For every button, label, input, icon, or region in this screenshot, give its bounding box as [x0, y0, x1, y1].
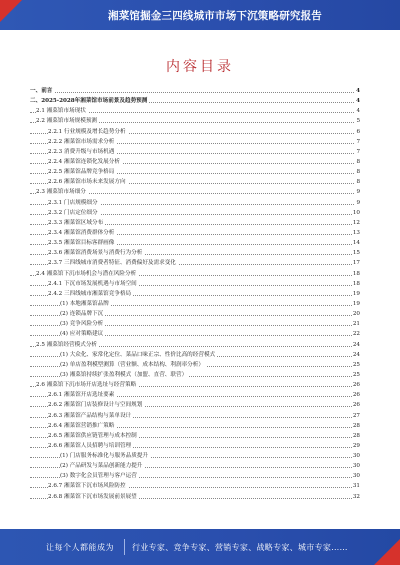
toc-entry-label: (2) 产品研发与菜品创新能力提升 — [60, 461, 144, 471]
header-red-accent — [0, 0, 22, 22]
toc-entry-label: (4) 应对策略建议 — [60, 329, 105, 339]
footer-red-accent — [374, 539, 400, 565]
table-of-contents — [30, 86, 360, 502]
toc-entry-label: (1) 大众化、家常化定位、菜品口味正宗、性价比高的经营模式 — [60, 350, 217, 360]
toc-entry-label: 2.3.1 门店规模细分 — [48, 198, 100, 208]
toc-entry-label: (1) 门店服务标准化与服务品质提升 — [60, 451, 150, 461]
toc-entry-label: 2.1 湘菜馆市场现状 — [36, 106, 88, 116]
toc-entry-page: 6 — [355, 127, 360, 137]
toc-entry-label: (2) 连锁品牌下沉 — [60, 309, 105, 319]
toc-entry-label: 2.6.4 湘菜馆营销推广策略 — [48, 421, 116, 431]
toc-entry-page: 13 — [352, 228, 360, 238]
toc-entry-label: 2.2.4 湘菜馆连锁化发展分析 — [48, 157, 122, 167]
toc-entry[interactable] — [30, 451, 360, 461]
report-title: 湘菜馆掘金三四线城市市场下沉策略研究报告 — [108, 10, 322, 22]
toc-entry-label: 2.6.3 湘菜馆产品结构与菜单设计 — [48, 411, 133, 421]
toc-entry-page: 12 — [352, 218, 360, 228]
toc-entry-label: 2.3 湘菜馆市场细分 — [36, 187, 88, 197]
toc-entry-page: 22 — [352, 329, 360, 339]
toc-entry[interactable] — [30, 106, 360, 116]
toc-entry[interactable] — [30, 228, 360, 238]
toc-entry-page: 30 — [352, 451, 360, 461]
toc-entry-page: 8 — [355, 177, 360, 187]
toc-entry[interactable] — [30, 238, 360, 248]
toc-entry-page: 19 — [352, 289, 360, 299]
toc-entry-label: 2.6 湘菜馆下沉市场开店选址与经营策略 — [36, 380, 138, 390]
toc-entry[interactable] — [30, 86, 360, 96]
toc-entry-page: 18 — [352, 279, 360, 289]
toc-title: 内容目录 — [166, 59, 234, 75]
toc-entry-label: (3) 湘菜馆持续扩张盈利模式（加盟、直营、联营） — [60, 370, 189, 380]
toc-entry-page: 9 — [355, 198, 360, 208]
toc-entry-page: 31 — [352, 481, 360, 491]
toc-entry-page: 27 — [352, 411, 360, 421]
toc-entry-label: 2.4.1 下沉市场发展机遇与市场空间 — [48, 279, 139, 289]
toc-entry[interactable] — [30, 218, 360, 228]
toc-entry-page: 28 — [352, 421, 360, 431]
toc-entry-label: 2.6.1 湘菜馆开店选址要素 — [48, 390, 116, 400]
toc-entry[interactable] — [30, 258, 360, 268]
footer-slogan: 让每个人都能成为 — [46, 543, 114, 552]
toc-entry[interactable] — [30, 481, 360, 491]
toc-entry-label: 2.4.2 三四线城市湘菜馆竞争格局 — [48, 289, 133, 299]
toc-entry-label: 2.6.5 湘菜馆供应链管理与成本控制 — [48, 431, 139, 441]
toc-entry-label: 2.6.8 湘菜馆下沉市场发展前景展望 — [48, 492, 139, 502]
header-band — [0, 0, 400, 30]
toc-entry-page: 30 — [352, 471, 360, 481]
toc-entry-label: 2.3.4 湘菜馆消费群体分析 — [48, 228, 116, 238]
toc-entry-label: (1) 本地湘菜馆品牌 — [60, 299, 111, 309]
toc-entry-page: 15 — [352, 248, 360, 258]
toc-entry[interactable] — [30, 441, 360, 451]
toc-entry-label: 2.3.7 三四线城市消费者特征、消费偏好及需求变化 — [48, 258, 178, 268]
toc-entry-label: 2.6.2 湘菜馆门店装修设计与空间规划 — [48, 400, 144, 410]
toc-entry-label: 2.2.1 行业规模及增长趋势分析 — [48, 127, 128, 137]
toc-entry-label: (3) 竞争风险分析 — [60, 319, 105, 329]
toc-entry-label: (3) 数字化会员管理与客户运营 — [60, 471, 139, 481]
toc-entry[interactable] — [30, 492, 360, 502]
toc-entry-page: 8 — [355, 167, 360, 177]
toc-entry[interactable] — [30, 380, 360, 390]
toc-entry[interactable] — [30, 299, 360, 309]
toc-entry-label: 2.3.3 湘菜馆区域分布 — [48, 218, 105, 228]
toc-entry-page: 26 — [352, 380, 360, 390]
toc-entry-page: 9 — [355, 187, 360, 197]
toc-entry-page: 8 — [355, 157, 360, 167]
toc-entry-page: 20 — [352, 309, 360, 319]
toc-entry[interactable] — [30, 187, 360, 197]
toc-entry[interactable] — [30, 269, 360, 279]
toc-entry-page: 26 — [352, 390, 360, 400]
toc-entry-label: 2.3.2 门店定位细分 — [48, 208, 100, 218]
toc-entry-label: 2.2.5 湘菜馆品牌竞争格局 — [48, 167, 116, 177]
toc-entry[interactable] — [30, 421, 360, 431]
toc-entry-label: 2.2.6 湘菜馆市场未来发展方向 — [48, 177, 128, 187]
toc-leader-dots — [30, 92, 354, 93]
toc-entry-label: 2.3.6 湘菜馆消费场景与消费行为分析 — [48, 248, 144, 258]
toc-entry[interactable] — [30, 289, 360, 299]
toc-entry[interactable] — [30, 248, 360, 258]
toc-entry-label: 2.2 湘菜馆市场规模预测 — [36, 116, 99, 126]
toc-entry-page: 30 — [352, 461, 360, 471]
toc-entry-label: 2.6.6 湘菜馆人员招聘与培训管理 — [48, 441, 133, 451]
toc-entry-label: 2.3.5 湘菜馆目标客群画像 — [48, 238, 116, 248]
toc-entry-page: 4 — [355, 86, 360, 96]
toc-entry-label: 2.2.2 湘菜馆市场需求分析 — [48, 137, 116, 147]
toc-entry-page: 17 — [352, 258, 360, 268]
toc-entry[interactable] — [30, 319, 360, 329]
toc-entry-page: 32 — [352, 492, 360, 502]
toc-entry-page: 4 — [355, 96, 360, 106]
toc-entry-label: 一、前言 — [30, 86, 54, 96]
toc-entry[interactable] — [30, 116, 360, 126]
toc-entry-label: 2.2.3 消费升级与市场机遇 — [48, 147, 116, 157]
toc-entry[interactable] — [30, 411, 360, 421]
toc-entry-page: 29 — [352, 441, 360, 451]
toc-entry-page: 24 — [352, 350, 360, 360]
toc-entry[interactable] — [30, 360, 360, 370]
toc-entry[interactable] — [30, 370, 360, 380]
toc-entry-page: 10 — [352, 208, 360, 218]
toc-entry-page: 7 — [355, 147, 360, 157]
toc-entry-page: 19 — [352, 299, 360, 309]
toc-entry[interactable] — [30, 167, 360, 177]
toc-entry[interactable] — [30, 198, 360, 208]
toc-entry[interactable] — [30, 350, 360, 360]
toc-entry[interactable] — [30, 309, 360, 319]
toc-entry-page: 24 — [352, 340, 360, 350]
toc-entry-page: 4 — [355, 106, 360, 116]
toc-entry-label: 2.4 湘菜馆下沉市场机会与潜在风险分析 — [36, 269, 138, 279]
toc-entry[interactable] — [30, 400, 360, 410]
toc-entry-page: 21 — [352, 319, 360, 329]
toc-entry[interactable] — [30, 390, 360, 400]
toc-entry[interactable] — [30, 147, 360, 157]
toc-entry-page: 28 — [352, 431, 360, 441]
toc-entry-page: 5 — [355, 116, 360, 126]
toc-entry-page: 7 — [355, 137, 360, 147]
toc-entry-label: (2) 单店盈利模型测算（营业额、成本结构、利润率分析） — [60, 360, 206, 370]
toc-entry[interactable] — [30, 329, 360, 339]
toc-entry[interactable] — [30, 461, 360, 471]
toc-entry[interactable] — [30, 431, 360, 441]
toc-entry[interactable] — [30, 177, 360, 187]
toc-entry[interactable] — [30, 157, 360, 167]
toc-entry-label: 2.6.7 湘菜馆下沉市场风险防控 — [48, 481, 128, 491]
toc-entry-page: 26 — [352, 400, 360, 410]
toc-entry-label: 二、2025-2028年湘菜馆市场前景及趋势预测 — [30, 96, 149, 106]
toc-entry-page: 14 — [352, 238, 360, 248]
toc-entry[interactable] — [30, 127, 360, 137]
footer-tags: 行业专家、竞争专家、营销专家、战略专家、城市专家…… — [132, 543, 348, 552]
toc-entry[interactable] — [30, 208, 360, 218]
toc-entry[interactable] — [30, 279, 360, 289]
toc-entry-label: 2.5 湘菜馆经营模式分析 — [36, 340, 99, 350]
toc-entry-page: 18 — [352, 269, 360, 279]
toc-entry-page: 25 — [352, 360, 360, 370]
footer-band — [0, 529, 400, 565]
footer-divider — [124, 539, 125, 555]
toc-entry[interactable] — [30, 471, 360, 481]
toc-entry[interactable] — [30, 340, 360, 350]
toc-entry[interactable] — [30, 137, 360, 147]
toc-entry-page: 25 — [352, 370, 360, 380]
toc-entry[interactable] — [30, 96, 360, 106]
